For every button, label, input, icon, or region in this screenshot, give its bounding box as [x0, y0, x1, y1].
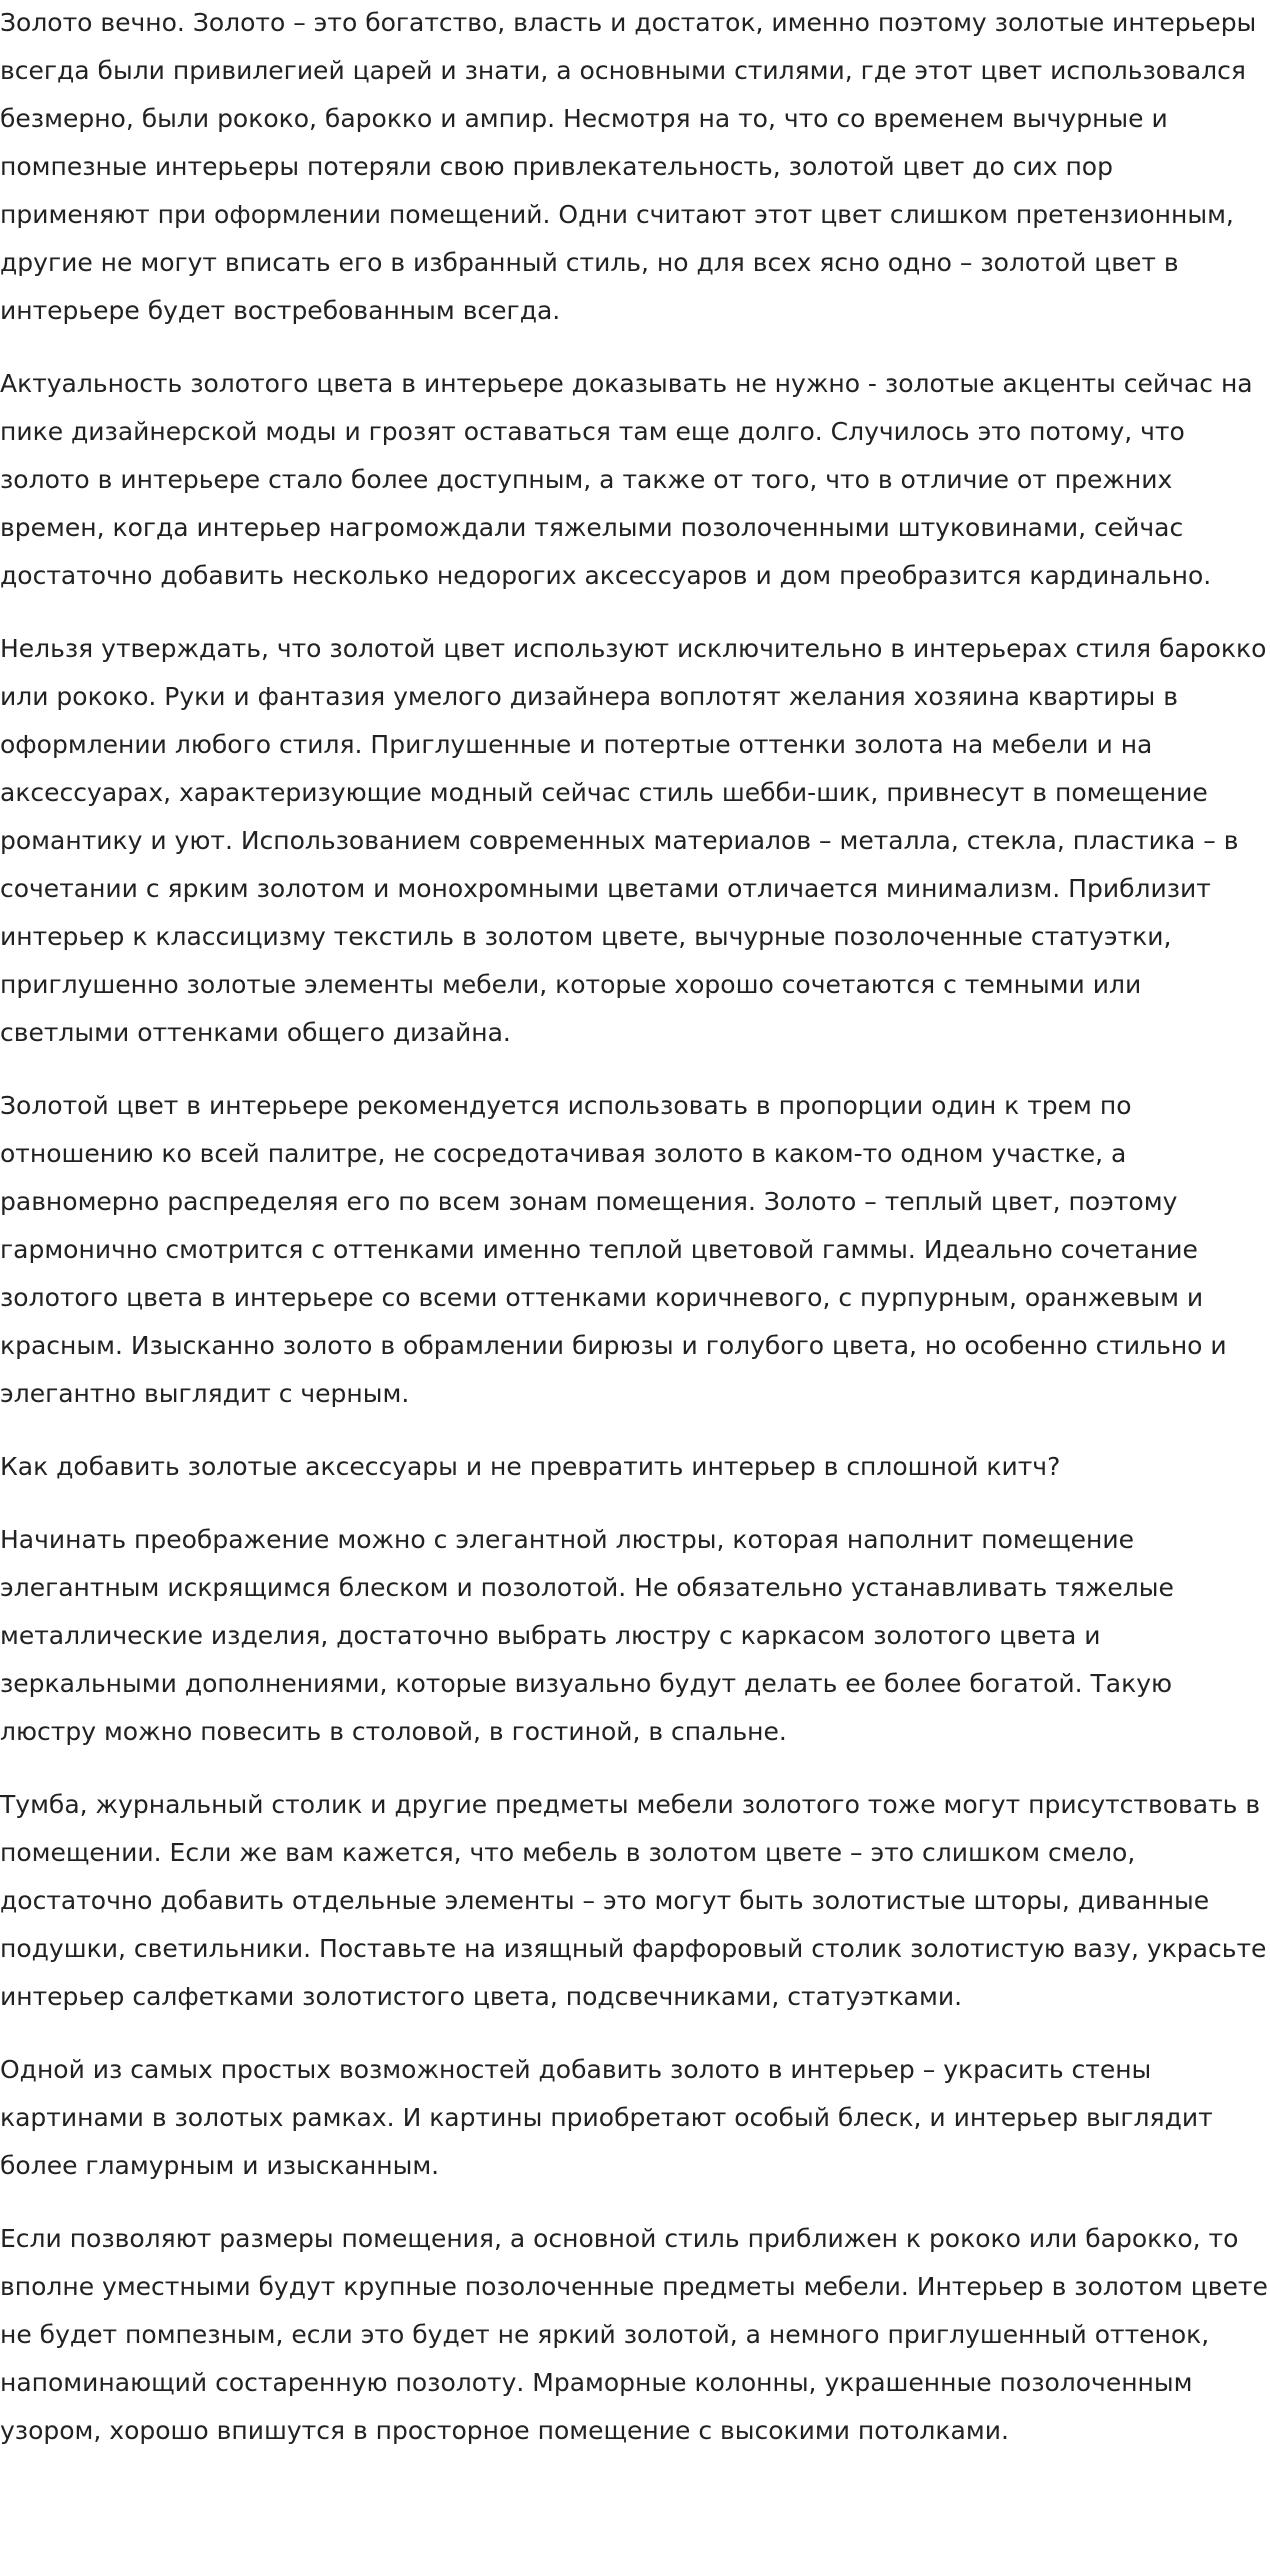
article-paragraph-3: Нельзя утверждать, что золотой цвет используют исключительно в интерьерах стиля барокко или рококо. Руки и фантазия умелого дизайнера воплотят желания хозяина квартиры в оформлении любого стиля. Приглушенные и потертые оттенки золота на мебели и на аксессуарах, характеризующие модный сейчас стиль шебби-шик, привнесут в помещение романтику и уют. Использованием современных материалов – металла, стекла, пластика – в сочетании с ярким золотом и монохромными цветами отличается минимализм. Приблизит интерьер к классицизму текстиль в золотом цвете, вычурные позолоченные статуэтки, приглушенно золотые элементы мебели, которые хорошо сочетаются с темными или светлыми оттенками общего дизайна. [0, 634, 1267, 1047]
article-paragraph-8: Если позволяют размеры помещения, а основной стиль приближен к рококо или барокко, то вполне уместными будут крупные позолоченные предметы мебели. Интерьер в золотом цвете не будет помпезным, если это будет не яркий золотой, а немного приглушенный оттенок, напоминающий состаренную позолоту. Мраморные колонны, украшенные позолоченным узором, хорошо впишутся в просторное помещение с высокими потолками. [0, 2224, 1268, 2445]
article-paragraph-6: Тумба, журнальный столик и другие предметы мебели золотого тоже могут присутствовать в помещении. Если же вам кажется, что мебель в золотом цвете – это слишком смело, достаточно добавить отдельные элементы – это могут быть золотистые шторы, диванные подушки, светильники. Поставьте на изящный фарфоровый столик золотистую вазу, украсьте интерьер салфетками золотистого цвета, подсвечниками, статуэтками. [0, 1790, 1267, 2011]
article-paragraph-5: Начинать преображение можно с элегантной люстры, которая наполнит помещение элегантным искрящимся блеском и позолотой. Не обязательно устанавливать тяжелые металлические изделия, достаточно выбрать люстру с каркасом золотого цвета и зеркальными дополнениями, которые визуально будут делать ее более богатой. Такую люстру можно повесить в столовой, в гостиной, в спальне. [0, 1525, 1174, 1746]
article-subheading-question: Как добавить золотые аксессуары и не превратить интерьер в сплошной китч? [0, 1452, 1061, 1481]
article-paragraph-7: Одной из самых простых возможностей добавить золото в интерьер – украсить стены картинами в золотых рамках. И картины приобретают особый блеск, и интерьер выглядит более гламурным и изысканным. [0, 2055, 1213, 2180]
article-paragraph-2: Актуальность золотого цвета в интерьере доказывать не нужно - золотые акценты сейчас на пике дизайнерской моды и грозят оставаться там еще долго. Случилось это потому, что золото в интерьере стало более доступным, а также от того, что в отличие от прежних времен, когда интерьер нагромождали тяжелыми позолоченными штуковинами, сейчас достаточно добавить несколько недорогих аксессуаров и дом преобразится кардинально. [0, 369, 1253, 590]
article-paragraph-1: Золото вечно. Золото – это богатство, власть и достаток, именно поэтому золотые интерьеры всегда были привилегией царей и знати, а основными стилями, где этот цвет использовался безмерно, были рококо, барокко и ампир. Несмотря на то, что со временем вычурные и помпезные интерьеры потеряли свою привлекательность, золотой цвет до сих пор применяют при оформлении помещений. Одни считают этот цвет слишком претензионным, другие не могут вписать его в избранный стиль, но для всех ясно одно – золотой цвет в интерьере будет востребованным всегда. [0, 8, 1257, 325]
article-paragraph-4: Золотой цвет в интерьере рекомендуется использовать в пропорции один к трем по отношению ко всей палитре, не сосредотачивая золото в каком-то одном участке, а равномерно распределяя его по всем зонам помещения. Золото – теплый цвет, поэтому гармонично смотрится с оттенками именно теплой цветовой гаммы. Идеально сочетание золотого цвета в интерьере со всеми оттенками коричневого, с пурпурным, оранжевым и красным. Изысканно золото в обрамлении бирюзы и голубого цвета, но особенно стильно и элегантно выглядит с черным. [0, 1091, 1227, 1408]
